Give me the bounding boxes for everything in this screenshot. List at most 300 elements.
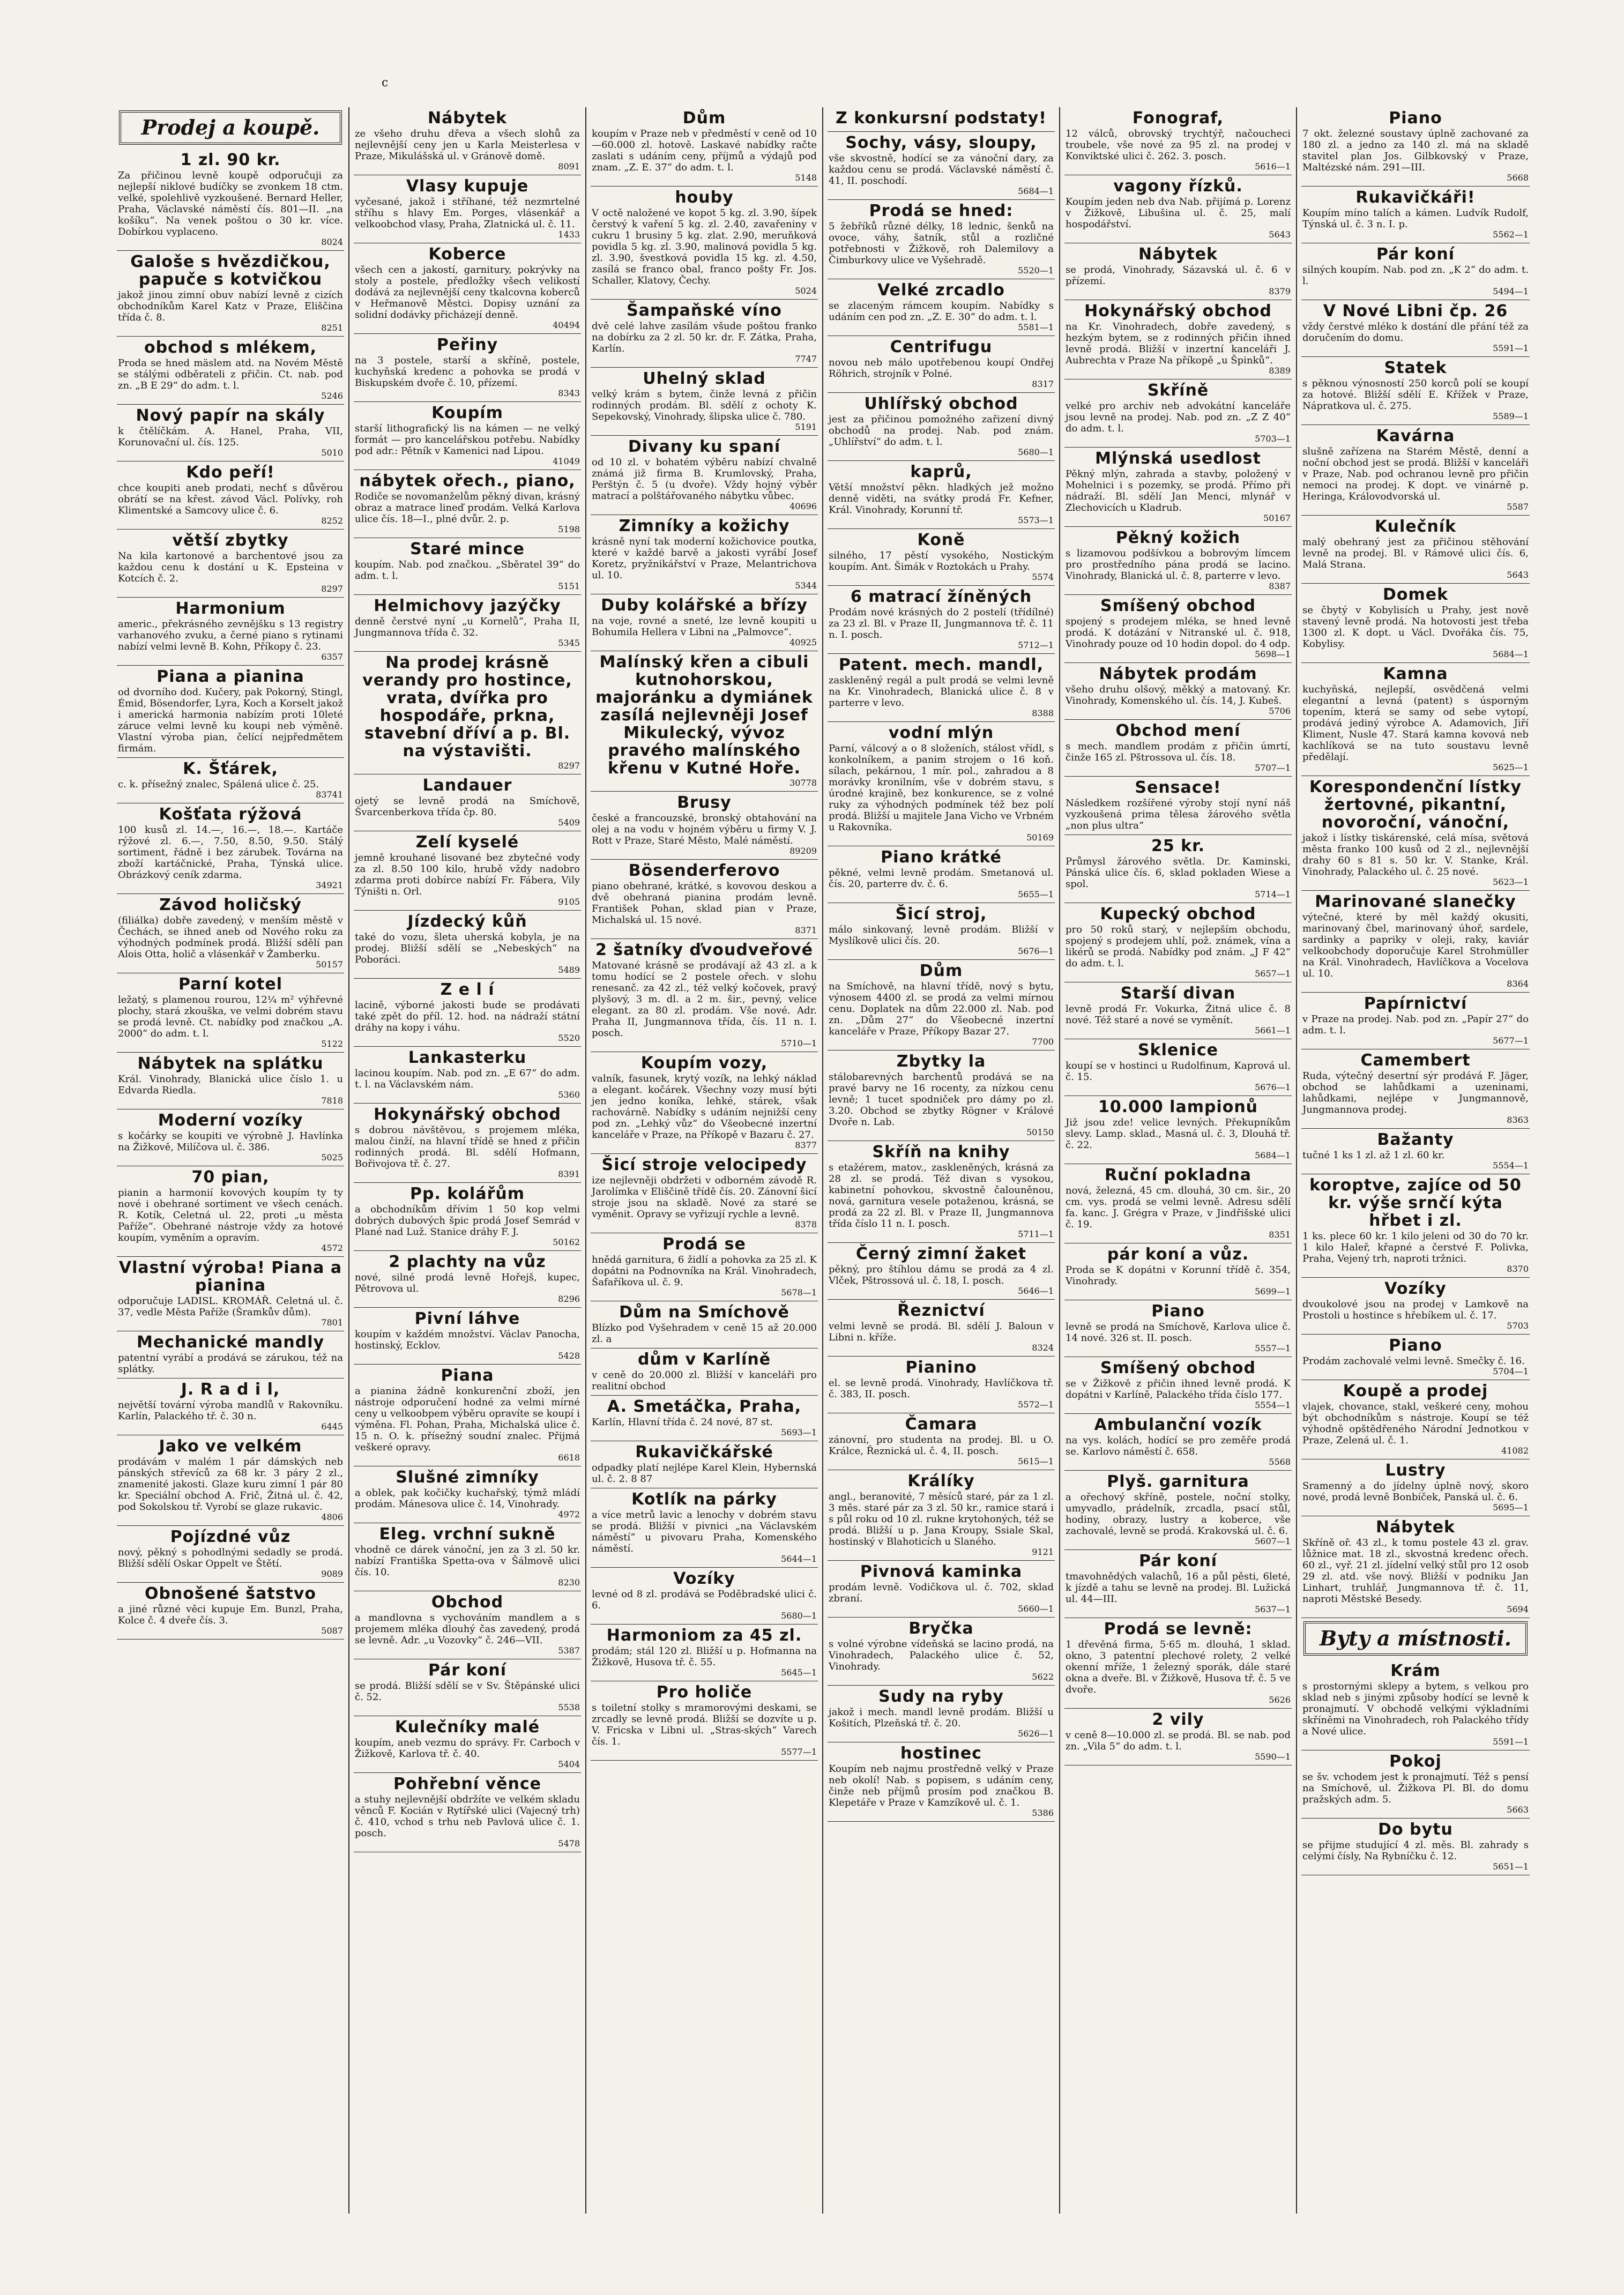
ad-text: koupím v každém množství. Václav Panocha, hostinský, Ecklov.: [355, 1329, 580, 1351]
classified-ad: [1064, 1471, 1292, 1550]
ad-text: lacinou koupím. Nab. pod zn. „E 67“ do adm. t. l. na Václavském nám.: [355, 1068, 580, 1090]
ad-number: 5581—1: [1018, 322, 1054, 332]
ad-number: 8251: [321, 323, 343, 333]
ad-text: ojetý se levně prodá na Smíchově, Švarcenberkova třída čp. 80.: [355, 795, 580, 818]
classified-ad: [354, 470, 581, 538]
classified-ad: [591, 1625, 818, 1681]
ad-title: Galoše s hvězdičkou, papuče s kotvičkou: [130, 252, 331, 289]
classified-ad: [828, 1470, 1055, 1561]
classified-ad: [591, 368, 818, 436]
ad-title: Staré mince: [410, 540, 525, 558]
ad-title: Plyš. garnitura: [1107, 1472, 1249, 1491]
classified-ad: [1301, 1049, 1530, 1129]
classified-ad: [591, 651, 818, 792]
ad-number: 5643: [1507, 570, 1529, 580]
ad-text: s etažérem, matov., zaskleněných, krásná za 28 zl. se prodá. Též divan s vysokou, kabinetní pohovkou, skvostně čalouněnou, nová, garnitura vesele potaženou, krásná, se prodá za 22 zl. Bl. v Praze II, Jungmannova třída číslo 11 n. I. posch.: [829, 1162, 1054, 1230]
ad-text: Pěkný mlýn, zahrada a stavby, položený v Mohelnici i s pozemky, se prodá. Přímo při nádraží. Bl. sdělí Jan Menci, mlynář v Zlechovicích u Kladrub.: [1066, 468, 1291, 513]
top-mark: c: [382, 76, 389, 90]
ad-number: 5562—1: [1493, 229, 1529, 240]
ad-number: 5626—1: [1018, 1728, 1054, 1739]
ad-text: lacině, výborné jakosti bude se prodávati také zpět do příl. 12. hod. na nádraží státní dráhy na kopy i váhu.: [355, 1000, 580, 1033]
ad-title: vodní mlýn: [888, 724, 994, 742]
ad-title: Rukavičkářské: [635, 1443, 773, 1462]
classified-ad: [591, 1301, 818, 1348]
ad-title: Jako ve velkém: [159, 1437, 302, 1456]
ad-title: Pp. kolářům: [410, 1184, 525, 1203]
ad-text: od 10 zl. v bohatém výběru nabízí chvalně známá již firma B. Krumlovský, Praha, Perštýn č. 5 (u dvoře). Vždy hojný výběr matrací a polštářovaného nábytku vůbec.: [592, 457, 817, 502]
ad-title: Smíšený obchod: [1100, 597, 1256, 615]
ad-text: se přijme studující 4 zl. měs. Bl. zahrady s celými čísly, Na Rybníčku č. 12.: [1302, 1839, 1529, 1862]
ad-number: 5557—1: [1255, 1343, 1291, 1353]
ad-text: nová, železná, 45 cm. dlouhá, 30 cm. šir., 20 cm. vys. prodá se velmi levně. Adresu sdělí fa. kanc. J. Grégra v Praze, v Jindřišské ulici č. 19.: [1066, 1185, 1291, 1230]
ad-text: také do vozu, šleta uherská kobyla, je na prodej. Bližší sdělí se „Nebeských“ na Poboráci.: [355, 932, 580, 965]
ad-text: pro 50 roků starý, v nejlepším obchodu, spojený s prodejem uhlí, pož. známek, vína a likérů se prodá. Nabídky pod znám. „J F 42“ do adm. t. l.: [1066, 924, 1291, 969]
classified-ad: [1064, 903, 1292, 982]
ad-number: 5678—1: [781, 1287, 817, 1298]
ad-number: 5676—1: [1255, 1082, 1291, 1092]
ad-text: pianin a harmonií kovových koupím ty ty nové i obehrané sortiment ve všech cenách. R. Kotík, Celetná ul. 22, proti „u města Paříže“. Obehrané nástroje vždy za hotové koupím, vyměním a opravím.: [118, 1187, 343, 1243]
ad-title: Zimníky a kožichy: [619, 517, 790, 535]
ad-number: 5538: [558, 1702, 580, 1712]
ad-number: 8091: [558, 161, 580, 172]
ad-number: 30778: [789, 778, 817, 788]
classified-ad: [828, 1050, 1055, 1141]
ad-text: levně se prodá na Smíchově, Karlova ulice č. 14 nové. 326 st. II. posch.: [1066, 1321, 1291, 1344]
ad-number: 5660—1: [1018, 1604, 1054, 1614]
classified-ad: [354, 979, 581, 1047]
classified-ad: [591, 792, 818, 860]
column-2: [349, 107, 586, 2214]
ad-number: 50169: [1026, 832, 1054, 843]
ad-number: 9105: [558, 897, 580, 907]
ad-number: 5710—1: [781, 1038, 817, 1048]
ad-title: Pro holiče: [656, 1683, 753, 1702]
classified-ad: [1301, 891, 1530, 993]
classified-ad: [354, 1104, 581, 1183]
ad-title: Uhlířský obchod: [864, 394, 1018, 413]
ad-title: Pokoj: [1389, 1752, 1442, 1771]
classified-ad: [1301, 1380, 1530, 1459]
ad-number: 5344: [795, 580, 817, 591]
ad-text: Průmysl žárového světla. Dr. Kaminski, Pánská ulice čís. 6, sklad pokladen Wiese a spol.: [1066, 856, 1291, 890]
ad-text: výtečné, které by měl každý okusiti, marinovaný čbel, marinovaný úhoř, sardele, sardinky a papriky v oleji, raky, kaviár velkoobchody doporučuje Karel Strohmüller na Král. Vinohradech, Havlíčkova a Vocelova ul. 10.: [1302, 912, 1529, 979]
ad-title: pár koní a vůz.: [1107, 1245, 1249, 1264]
ad-text: Ruda, výtečný desertní sýr prodává F. Jäger, obchod se lahůdkami a uzeninami, lahůdkami, nejlépe v Jungmannově, Jungmannova prodej.: [1302, 1070, 1529, 1115]
column-5: [1060, 107, 1297, 2214]
ad-text: všech cen a jakostí, garnitury, pokrývky na stoly a postele, předložky všech velikostí dodává za nejlevnější ceny tkalcovna koberců v Heřmanově Městci. Dopisy uznání za solidní dodávky přicházejí denně.: [355, 264, 580, 321]
ad-number: 5590—1: [1255, 1752, 1291, 1762]
ad-title: Patent. mech. mandl,: [838, 655, 1044, 674]
ad-number: 8391: [558, 1169, 580, 1179]
classified-ad: [1301, 1174, 1530, 1278]
ad-title: Piano: [1151, 1302, 1205, 1321]
ad-number: 5663: [1507, 1805, 1529, 1815]
ad-text: Proda se hned mäslem atd. na Novém Městě se stálými odběrateli z přičin. Ct. nab. pod zn. „B E 29“ do adm. t. l.: [118, 357, 343, 391]
classified-ad: [354, 243, 581, 334]
ad-number: 6357: [321, 652, 343, 662]
ad-title: Prodá se hned:: [869, 202, 1014, 220]
ad-text: nový, pěkný s pohodlnými sedadly se prodá. Bližší sdělí Oskar Oppelt ve Štětí.: [118, 1547, 343, 1569]
ad-text: s pěknou výnosností 250 korců polí se koupí za hotové. Bližší sdělí E. Křížek v Praze, Nápratkova ul. č. 275.: [1302, 378, 1529, 412]
ad-text: hnědá garnitura, 6 židlí a pohovka za 25 zl. K dopátni na Podnovníka na Král. Vinohradech, Šafaříkova ul. č. 9.: [592, 1254, 817, 1288]
column-3: [586, 107, 823, 2214]
classified-ad: [1064, 835, 1292, 903]
classified-ad: [1064, 663, 1292, 720]
ad-title: 2 plachty na vůz: [389, 1253, 546, 1271]
classified-ad: [1301, 1660, 1530, 1750]
ad-text: na 3 postele, starší a skříně, postele, kuchyňská kredenc a pohovka se prodá v Biskupském dvoře č. 10, přízemí.: [355, 355, 580, 389]
ad-title: Piana a pianina: [157, 667, 304, 686]
ad-text: s dobrou návštěvou, s projemem mléka, malou činží, na hlavní třídě se hned z přičin rodinných prodá. Bl. sdělí Hofmann, Bořivojova tř. č. 27.: [355, 1124, 580, 1169]
classified-ad: [117, 405, 344, 461]
classified-ad: [354, 1466, 581, 1523]
classified-ad: [1301, 243, 1530, 300]
ad-title: Hokynářský obchod: [1084, 302, 1272, 321]
classified-ad: [591, 187, 818, 300]
classified-ad: [828, 529, 1055, 586]
ad-title: Do bytu: [1378, 1820, 1453, 1839]
ad-text: el. se levně prodá. Vinohrady, Havlíčkova tř. č. 383, II. posch.: [829, 1377, 1054, 1400]
ad-number: 9089: [321, 1569, 343, 1579]
ad-text: se čbytý v Kobylisích u Prahy, jest nově stavený levně prodá. Na hotovosti jest třeba 1300 zl. K dopt. u Václ. Dvořáka čís. 75, Kobylisy.: [1302, 605, 1529, 650]
ad-title: Piano krátké: [881, 848, 1002, 867]
ad-number: 5637—1: [1255, 1604, 1291, 1614]
ad-number: 40494: [553, 320, 580, 330]
ad-number: 8024: [321, 237, 343, 247]
classified-ad: [117, 598, 344, 666]
ad-number: 5246: [321, 391, 343, 401]
ad-number: 8364: [1507, 979, 1529, 989]
ad-text: a jiné různé věci kupuje Em. Bunzl, Praha, Kolce č. 4 dveře čís. 3.: [118, 1604, 343, 1626]
ad-number: 5589—1: [1493, 411, 1529, 421]
classified-ad: [828, 393, 1055, 461]
ad-title: K. Šťárek,: [183, 759, 278, 778]
classified-ad: [117, 337, 344, 405]
classified-ad: [117, 758, 344, 803]
ad-title: Fonograf,: [1132, 109, 1224, 128]
ad-number: 5711—1: [1018, 1229, 1054, 1239]
ad-title: Koupím: [431, 404, 503, 422]
ad-title: Obnošené šatstvo: [144, 1584, 317, 1603]
ad-text: se prodá. Bližší sdělí se v Sv. Štěpánské ulici č. 52.: [355, 1680, 580, 1703]
ad-number: 5657—1: [1255, 968, 1291, 979]
ad-text: a obchodníkům dřívím 1 50 kop velmi dobrých dubových špic prodá Josef Semrád v Plané nad Luž. Stanice dráhy F. J.: [355, 1204, 580, 1238]
classified-ad: [117, 973, 344, 1053]
ad-number: 5712—1: [1018, 640, 1054, 650]
ad-title: 2 vily: [1152, 1710, 1204, 1729]
ad-number: 5698—1: [1255, 649, 1291, 659]
ad-text: angl., beranovité, 7 měsíců staré, pár za 1 zl. 3 měs. staré pár za 3 zl. 50 kr., ramice stará i s půl roku od 10 zl. rukne krytohoných, též se prodá. Bližší u p. Jana Kroupy, Ssiale Skal, hostinský v Blahoticích u Slaného.: [829, 1491, 1054, 1547]
ad-text: zaskleněný regál a pult prodá se velmi levně na Kr. Vinohradech, Blanická ulice č. 8 v parterre v levo.: [829, 675, 1054, 709]
classified-ad: [1301, 1459, 1530, 1516]
ad-number: 5607—1: [1255, 1536, 1291, 1546]
ad-title: Parní kotel: [178, 975, 283, 994]
classified-ad: [354, 175, 581, 243]
classified-ad: [354, 595, 581, 652]
classified-ad: [591, 107, 818, 187]
classified-ad: [591, 1681, 818, 1761]
ad-title: Harmonium: [175, 599, 286, 618]
classified-ad: [117, 666, 344, 758]
ad-number: 8378: [795, 1219, 817, 1230]
ad-number: 5707—1: [1255, 763, 1291, 773]
ad-text: malý obehraný jest za přičinou stěhování levně na prodej. Bl. v Rámové ulici čís. 6, Malá Strana.: [1302, 537, 1529, 570]
classified-ad: [354, 334, 581, 402]
ad-text: V octě naložené ve kopot 5 kg. zl. 3.90, šípek čerstvý k vaření 5 kg. zl. 2.40, zavařeniny v cukru 1 brusiny 5 kg. zlat. 2.90, meruňková povidla 5 kg. zl. 3.90, malinová povidla 5 kg. zl. 3.90, švestková povidla 15 kg. zl. 4.50, zasílá se franco obal, franco pošty Fr. Jos. Schaller, Klatovy, Čechy.: [592, 207, 817, 286]
ad-number: 5554—1: [1493, 1160, 1529, 1171]
ad-text: Koupím neb najmu prostředně velký v Praze neb okolí! Nab. s popisem, s udáním ceny, činže neb příjmů prosím pod značkou B. Klepetáře v Praze v Kamzíkově ul. č. 1.: [829, 1763, 1054, 1808]
ad-number: 5677—1: [1493, 1035, 1529, 1046]
classified-ad: [1064, 777, 1292, 835]
ad-title: Centrifugu: [890, 338, 993, 356]
classified-ad: [354, 1523, 581, 1591]
ad-title: Sensace!: [1135, 778, 1221, 797]
ad-text: se v Žižkově z přičin ihned levně prodá. K dopátni v Karlíně, Palackého třída číslo 177.: [1066, 1378, 1291, 1400]
classified-ad: [1064, 1414, 1292, 1471]
classified-ad: [1301, 663, 1530, 776]
ad-title: Koupě a prodej: [1343, 1382, 1488, 1400]
classified-ad: [1064, 243, 1292, 300]
ad-number: 5191: [795, 422, 817, 432]
ad-text: všeho druhu olšový, měkký a matovaný. Kr. Vinohrady, Komenského ul. čís. 14, J. Kubeš.: [1066, 684, 1291, 706]
ad-text: odpadky platí nejlépe Karel Klein, Hybernská ul. č. 2. 8 87: [592, 1462, 817, 1485]
classified-ad: [591, 1052, 818, 1154]
ad-text: v Praze na prodej. Nab. pod zn. „Papír 27“ do adm. t. l.: [1302, 1014, 1529, 1036]
ad-number: 5655—1: [1018, 889, 1054, 899]
ad-title: Rukavičkáři!: [1355, 188, 1476, 207]
ad-number: 5680—1: [1018, 447, 1054, 457]
ad-text: s prostornými sklepy a bytem, s velkou pro sklad neb s jinými způsoby hodící se levně k pronajmutí. V obchodě velkými výkladními skříněmi na Vinohradech, roh Palackého třídy a Nové ulice.: [1302, 1681, 1529, 1737]
ad-text: se zlaceným rámcem koupím. Nabídky s udáním cen pod zn. „Z. E. 30“ do adm. t. l.: [829, 300, 1054, 323]
ad-title: Slušné zimníky: [396, 1468, 539, 1487]
classified-ad: [117, 894, 344, 973]
ad-number: 5387: [558, 1645, 580, 1656]
ad-title: Mechanické mandly: [136, 1333, 325, 1352]
ad-title: Zbytky la: [896, 1052, 986, 1071]
classified-ad: [117, 1379, 344, 1435]
ad-text: velké pro archiv neb advokátní kanceláře jsou levně na prodej. Nab. pod zn. „Z Z 40“ do adm. t. l.: [1066, 400, 1291, 434]
ad-number: 8387: [1269, 581, 1291, 591]
section-title: Prodej a koupě.: [119, 110, 342, 145]
ad-text: slušně zařízena na Starém Městě, denní a noční obchod jest se prodá. Bližší v kanceláři v Praze, Nab. pod ochranou levně pro přičin nemoci na prodej. K dopt. ve vinárně p. Heringa, Královodvorská ul.: [1302, 446, 1529, 502]
ad-number: 5404: [558, 1759, 580, 1769]
classified-ad: [117, 1109, 344, 1166]
classified-ad: [1064, 527, 1292, 595]
classified-ad: [1301, 1819, 1530, 1875]
classified-ad: [828, 279, 1055, 336]
ad-title: Smíšený obchod: [1100, 1359, 1256, 1377]
ad-text: 1 ks. plece 60 kr. 1 kilo jeleni od 30 do 70 kr. 1 kilo Haleř, křapné a čerstvé F. Polivka, Praha, Vejený trh, naproti tržnici.: [1302, 1231, 1529, 1264]
ad-text: a oblek, pak kočičky kuchařský, týmž mládí prodám. Mánesova ulice č. 14, Vinohrady.: [355, 1487, 580, 1510]
ad-title: větší zbytky: [172, 531, 289, 550]
ad-title: Piana: [441, 1366, 494, 1385]
ad-title: Koupím vozy,: [640, 1054, 768, 1072]
ad-title: 25 kr.: [1151, 837, 1205, 855]
classified-ad: [1301, 357, 1530, 425]
column-1: [113, 107, 349, 2214]
classified-ad: [591, 436, 818, 515]
ad-text: s toiletní stolky s mramorovými deskami, se zrcadly se levně prodá. Bližší se dozvíte u p. V. Fricska v Libni ul. „Stras-ských“ Varech čís. 1.: [592, 1702, 817, 1747]
classified-ad: [117, 251, 344, 337]
ad-number: 5494—1: [1493, 286, 1529, 296]
classified-ad: [354, 402, 581, 470]
ad-title: Králíky: [907, 1472, 975, 1491]
classified-ad: [1064, 379, 1292, 448]
ad-text: velký krám s bytem, činže levná z přičin rodinných prodám. Bl. sdělí z ochoty K. Sepekovský, Vinohrady, šlipska ulice č. 780.: [592, 389, 817, 422]
ad-title: Hokynářský obchod: [374, 1105, 561, 1124]
ad-title: Bažanty: [1377, 1130, 1454, 1149]
classified-ad: [1301, 1335, 1530, 1380]
ad-number: 5591—1: [1493, 343, 1529, 353]
ad-title: Vozíky: [1384, 1279, 1447, 1298]
ad-text: Blízko pod Vyšehradem v ceně 15 až 20.000 zl. a: [592, 1322, 817, 1345]
ad-number: 8388: [1032, 708, 1054, 718]
ad-text: 1 dřevěná firma, 5·65 m. dlouhá, 1 sklad. okno, 3 patentní plechové rolety, 2 velké okenní mříže, 1 železný sporák, dále staré okna a dveře. Bl. v Žižkově, Husova tř. č. 5 ve dvoře.: [1066, 1639, 1291, 1695]
ad-text: Koupím míno talích a kámen. Ludvík Rudolf, Týnská ul. č. 3 n. I. p.: [1302, 207, 1529, 230]
classified-ad: [354, 1251, 581, 1308]
ad-text: spojený s prodejem mléka, se hned levně prodá. K dotázání v Nitranské ul. č. 918, Vinohrady pouze od 10 hodin dopol. do 4 odp.: [1066, 616, 1291, 650]
ad-title: Kupecký obchod: [1100, 905, 1256, 923]
column-6: [1297, 107, 1534, 2214]
ad-number: 5703—1: [1255, 434, 1291, 444]
ad-number: 5706: [1269, 706, 1291, 716]
classified-ad: [354, 107, 581, 175]
section-title: Byty a místnosti.: [1303, 1621, 1528, 1656]
classified-ad: [828, 722, 1055, 846]
ad-title: Starší divan: [1120, 984, 1236, 1003]
ad-text: 100 kusů zl. 14.—, 16.—, 18.—. Kartáče rýžové zl. 6.—, 7.50, 8.50, 9.50. Stálý sortiment, řádně i bez zárubek. Továrna na zboží kartáčnické, Praha, Týnská ulice. Obrázkový ceník zdarma.: [118, 824, 343, 881]
ad-title: Nábytek: [427, 109, 508, 128]
ad-title: Šicí stroj,: [895, 905, 987, 923]
ad-text: málo sinkovaný, levně prodám. Bližší v Myslíkově ulici čís. 20.: [829, 924, 1054, 947]
classified-ad: [117, 803, 344, 894]
ad-number: 5386: [1032, 1808, 1054, 1818]
ad-number: 5643: [1269, 229, 1291, 240]
classified-ad: [828, 200, 1055, 279]
ad-title: Skříň na knihy: [872, 1143, 1010, 1161]
classified-ad: [1301, 187, 1530, 243]
ad-text: 7 okt. železné soustavy úplně zachované za 180 zl. a jedno za 140 zl. má na skladě stavitel plan Jos. Gilbkovský v Praze, Maltézské nám. 291—III.: [1302, 128, 1529, 173]
ad-number: 5699—1: [1255, 1286, 1291, 1296]
classified-ad: [1064, 1039, 1292, 1096]
ad-text: pěkný, pro štíhlou dámu se prodá za 4 zl. Vlček, Pštrossová ul. č. 18, I. posch.: [829, 1264, 1054, 1286]
classified-ad: [1301, 1278, 1530, 1335]
ad-text: Karlín, Hlavní třída č. 24 nové, 87 st.: [592, 1417, 773, 1428]
ad-number: 5428: [558, 1351, 580, 1361]
classified-ad: [828, 107, 1055, 132]
ad-title: Koně: [917, 531, 965, 549]
ad-number: 5646—1: [1018, 1286, 1054, 1296]
ad-number: 5676—1: [1018, 946, 1054, 956]
ad-text: c. k. přísežný znalec, Spálená ulice č. 25.: [118, 779, 319, 790]
ad-columns: [113, 107, 1536, 2214]
ad-number: 8317: [1032, 379, 1054, 389]
ad-text: se prodá, Vinohrady, Sázavská ul. č. 6 v přízemí.: [1066, 264, 1291, 287]
ad-text: koupím, aneb vezmu do správy. Fr. Carboch v Žižkově, Karlova tř. č. 40.: [355, 1737, 580, 1760]
ad-text: v ceně do 20.000 zl. Bližší v kanceláři pro realitní obchod: [592, 1369, 817, 1392]
ad-text: chce koupiti aneb prodati, nechť s důvěrou obrátí se na křest. závod Václ. Polívky, roh Klimentské a Samcovy ulice č. 6.: [118, 482, 343, 516]
ad-title: Pěkný kožich: [1115, 528, 1241, 547]
ad-number: 5489: [558, 965, 580, 975]
ad-title: Z konkursní podstaty!: [836, 109, 1047, 128]
ad-title: Harmoniom za 45 zl.: [606, 1626, 802, 1645]
classified-ad: [354, 1365, 581, 1466]
ad-text: (filiálka) dobře zavedený, v menším městě v Čechách, se ihned aneb od Nového roku za výhodných podmínek prodá. Bližší sdělí pan Alois Otta, holič a vlásenkář v Žamberku.: [118, 915, 343, 960]
classified-ad: [1064, 1709, 1292, 1765]
classified-ad: [828, 461, 1055, 529]
ad-number: 83741: [316, 789, 343, 800]
ad-title: Dům na Smíchově: [619, 1303, 789, 1322]
classified-ad: [828, 654, 1055, 722]
ad-text: koupím. Nab. pod značkou. „Sběratel 39“ do adm. t. l.: [355, 559, 580, 582]
ad-text: vyčesané, jakož i stříhané, též nezmrtelné stříhu s hlavy Em. Porges, vlásenkář a velkoobchod vlasy, Praha, Zlatnická ul. č. 11.: [355, 196, 580, 230]
ad-text: denně čerstvé nyní „u Kornelů“, Praha II, Jungmannova třída č. 32.: [355, 616, 580, 638]
ad-title: Duby kolářské a břízy: [601, 596, 808, 615]
ad-title: Z e l í: [440, 980, 495, 999]
classified-ad: [117, 1166, 344, 1257]
classified-ad: [828, 1141, 1055, 1243]
ad-text: tmavohnědých valachů, 16 a půl pěsti, 6leté, k jízdě a tahu se levně na prodej. Bl. Lužická ul. 44—III.: [1066, 1571, 1291, 1605]
ad-text: tučné 1 ks 1 zl. až 1 zl. 60 kr.: [1302, 1150, 1445, 1161]
classified-ad: [1064, 300, 1292, 379]
classified-ad: [354, 652, 581, 774]
ad-number: 5684—1: [1255, 1150, 1291, 1160]
ad-number: 5010: [321, 448, 343, 458]
ad-title: Divany ku spaní: [628, 437, 781, 456]
classified-ad: [591, 300, 818, 368]
ad-title: Prodá se levně:: [1104, 1620, 1253, 1638]
classified-ad: [354, 831, 581, 911]
ad-text: Parní, válcový a o 8 složeních, stálost vřídl, s konkolníkem, a panim strojem o 16 koň. sílach, pekárnou, 1 mír. pol., zahradou a 8 morávky kronilním, vše v dobrém stavu, s úrodné krajině, bez konkurence, se z volné ruky za výhodných podmínek též bez polí prodá. Bližší u majitele Jana Vicho ve Vrbném u Rakovníka.: [829, 743, 1054, 833]
ad-text: a více metrů lavic a lenochy v dobrém stavu se prodá. Bližší v pivnici „na Václavském náměstí“ u pivovaru Praha, Komenského náměstí.: [592, 1509, 817, 1554]
classified-ad: [1064, 1243, 1292, 1300]
ad-text: ize nejlevněji obdržeti v odborném závodě R. Jarolímka v Eliščině třídě čís. 20. Zánovní šicí stroje jsou na skladě. Nové za staré se vyměnit. Opravy se vyřizují rychle a levně.: [592, 1175, 817, 1220]
ad-title: A. Smetáčka, Praha,: [607, 1397, 802, 1416]
ad-number: 5704—1: [1493, 1366, 1529, 1376]
ad-title: Košťata rýžová: [159, 805, 302, 824]
ad-text: Následkem rozšířené výroby stojí nyní náš vyzkoušená prima tělesa žárového světla „non plus ultra“: [1066, 798, 1291, 831]
ad-number: 5574: [1032, 572, 1054, 582]
ad-text: vhodně ce dárek vánoční, jen za 3 zl. 50 kr. nabízí Františka Spetta-ova v Šálmově ulici čís. 10.: [355, 1544, 580, 1578]
classified-ad: [1064, 1550, 1292, 1618]
classified-ad: [1301, 300, 1530, 357]
ad-text: na Kr. Vinohradech, dobře zavedený, s hezkým bytem, se z rodinných přičin ihned levně prodá. Bližší v inzertní kanceláři J. Aubrechta v Praze Na příkopě „u Špinků“.: [1066, 321, 1291, 366]
classified-ad: [1301, 776, 1530, 891]
classified-ad: [591, 939, 818, 1052]
ad-text: krásně nyní tak moderní kožichovice poutka, které v každé barvě a jakosti vyrábí Josef Koretz, pryžnikářství v Praze, Melantrichova ul. 10.: [592, 536, 817, 581]
ad-number: 5587: [1507, 502, 1529, 512]
classified-ad: [354, 1591, 581, 1659]
ad-title: Jízdecký kůň: [407, 912, 527, 931]
ad-title: Vozíky: [673, 1569, 735, 1588]
ad-text: a pianina žádně konkurenční zboží, jen nástroje odporučení hodné za velmi mírné ceny u velkoobpem výběru opravíte se koupí i výměna. Fl. Pohan, Praha, Michalská ulice č. 15 n. O. k. přísežný soudní znalec. Přijmá veškeré opravy.: [355, 1385, 580, 1453]
ad-title: Dům: [919, 962, 963, 980]
ad-text: vlajek, chovance, stakl, veškeré ceny, mohou být obchodníkům s nástroje. Koupí se též výhodně opštědřeného Národní Jednotkou v Praze, Zelená ul. č. 1.: [1302, 1401, 1529, 1446]
ad-text: kuchyňská, nejlepší, osvědčená velmi elegantní a levná (patent) s úsporným topením, která se samy od sebe vytopí, prodává jediný výrobce A. Adamovich, Jiří Kliment, Nusle 47. Stará kamna kovová neb kachlíková se na tuto soustavu levně předělají.: [1302, 684, 1529, 763]
classified-ad: [354, 1047, 581, 1104]
classified-ad: [354, 774, 581, 831]
classified-ad: [1064, 1096, 1292, 1164]
ad-number: 8230: [558, 1577, 580, 1588]
ad-number: 1433: [558, 229, 580, 240]
classified-ad: [591, 1154, 818, 1233]
ad-text: ze všeho druhu dřeva a všech slohů za nejlevnější ceny jen u Karla Meisterlesa v Praze, Mikulášská ul. v Gránově domě.: [355, 128, 580, 162]
ad-text: a ořechový skříně, postele, noční stolky, umyvadlo, prádelník, zrcadla, psací stůl, hodiny, obrazy, lustry a koberce, vše zachovalé, levně se prodá. Krakovská ul. č. 6.: [1066, 1492, 1291, 1537]
ad-text: prodám; stál 120 zl. Bližší u p. Hofmanna na Žižkově, Husova tř. č. 55.: [592, 1645, 817, 1668]
ad-text: Již jsou zde! velice levných. Překupníkům slevy. Lamp. sklad., Masná ul. č. 3, Dlouhá tř. č. 22.: [1066, 1117, 1291, 1151]
classified-ad: [1064, 175, 1292, 243]
ad-number: 5695—1: [1493, 1502, 1529, 1512]
